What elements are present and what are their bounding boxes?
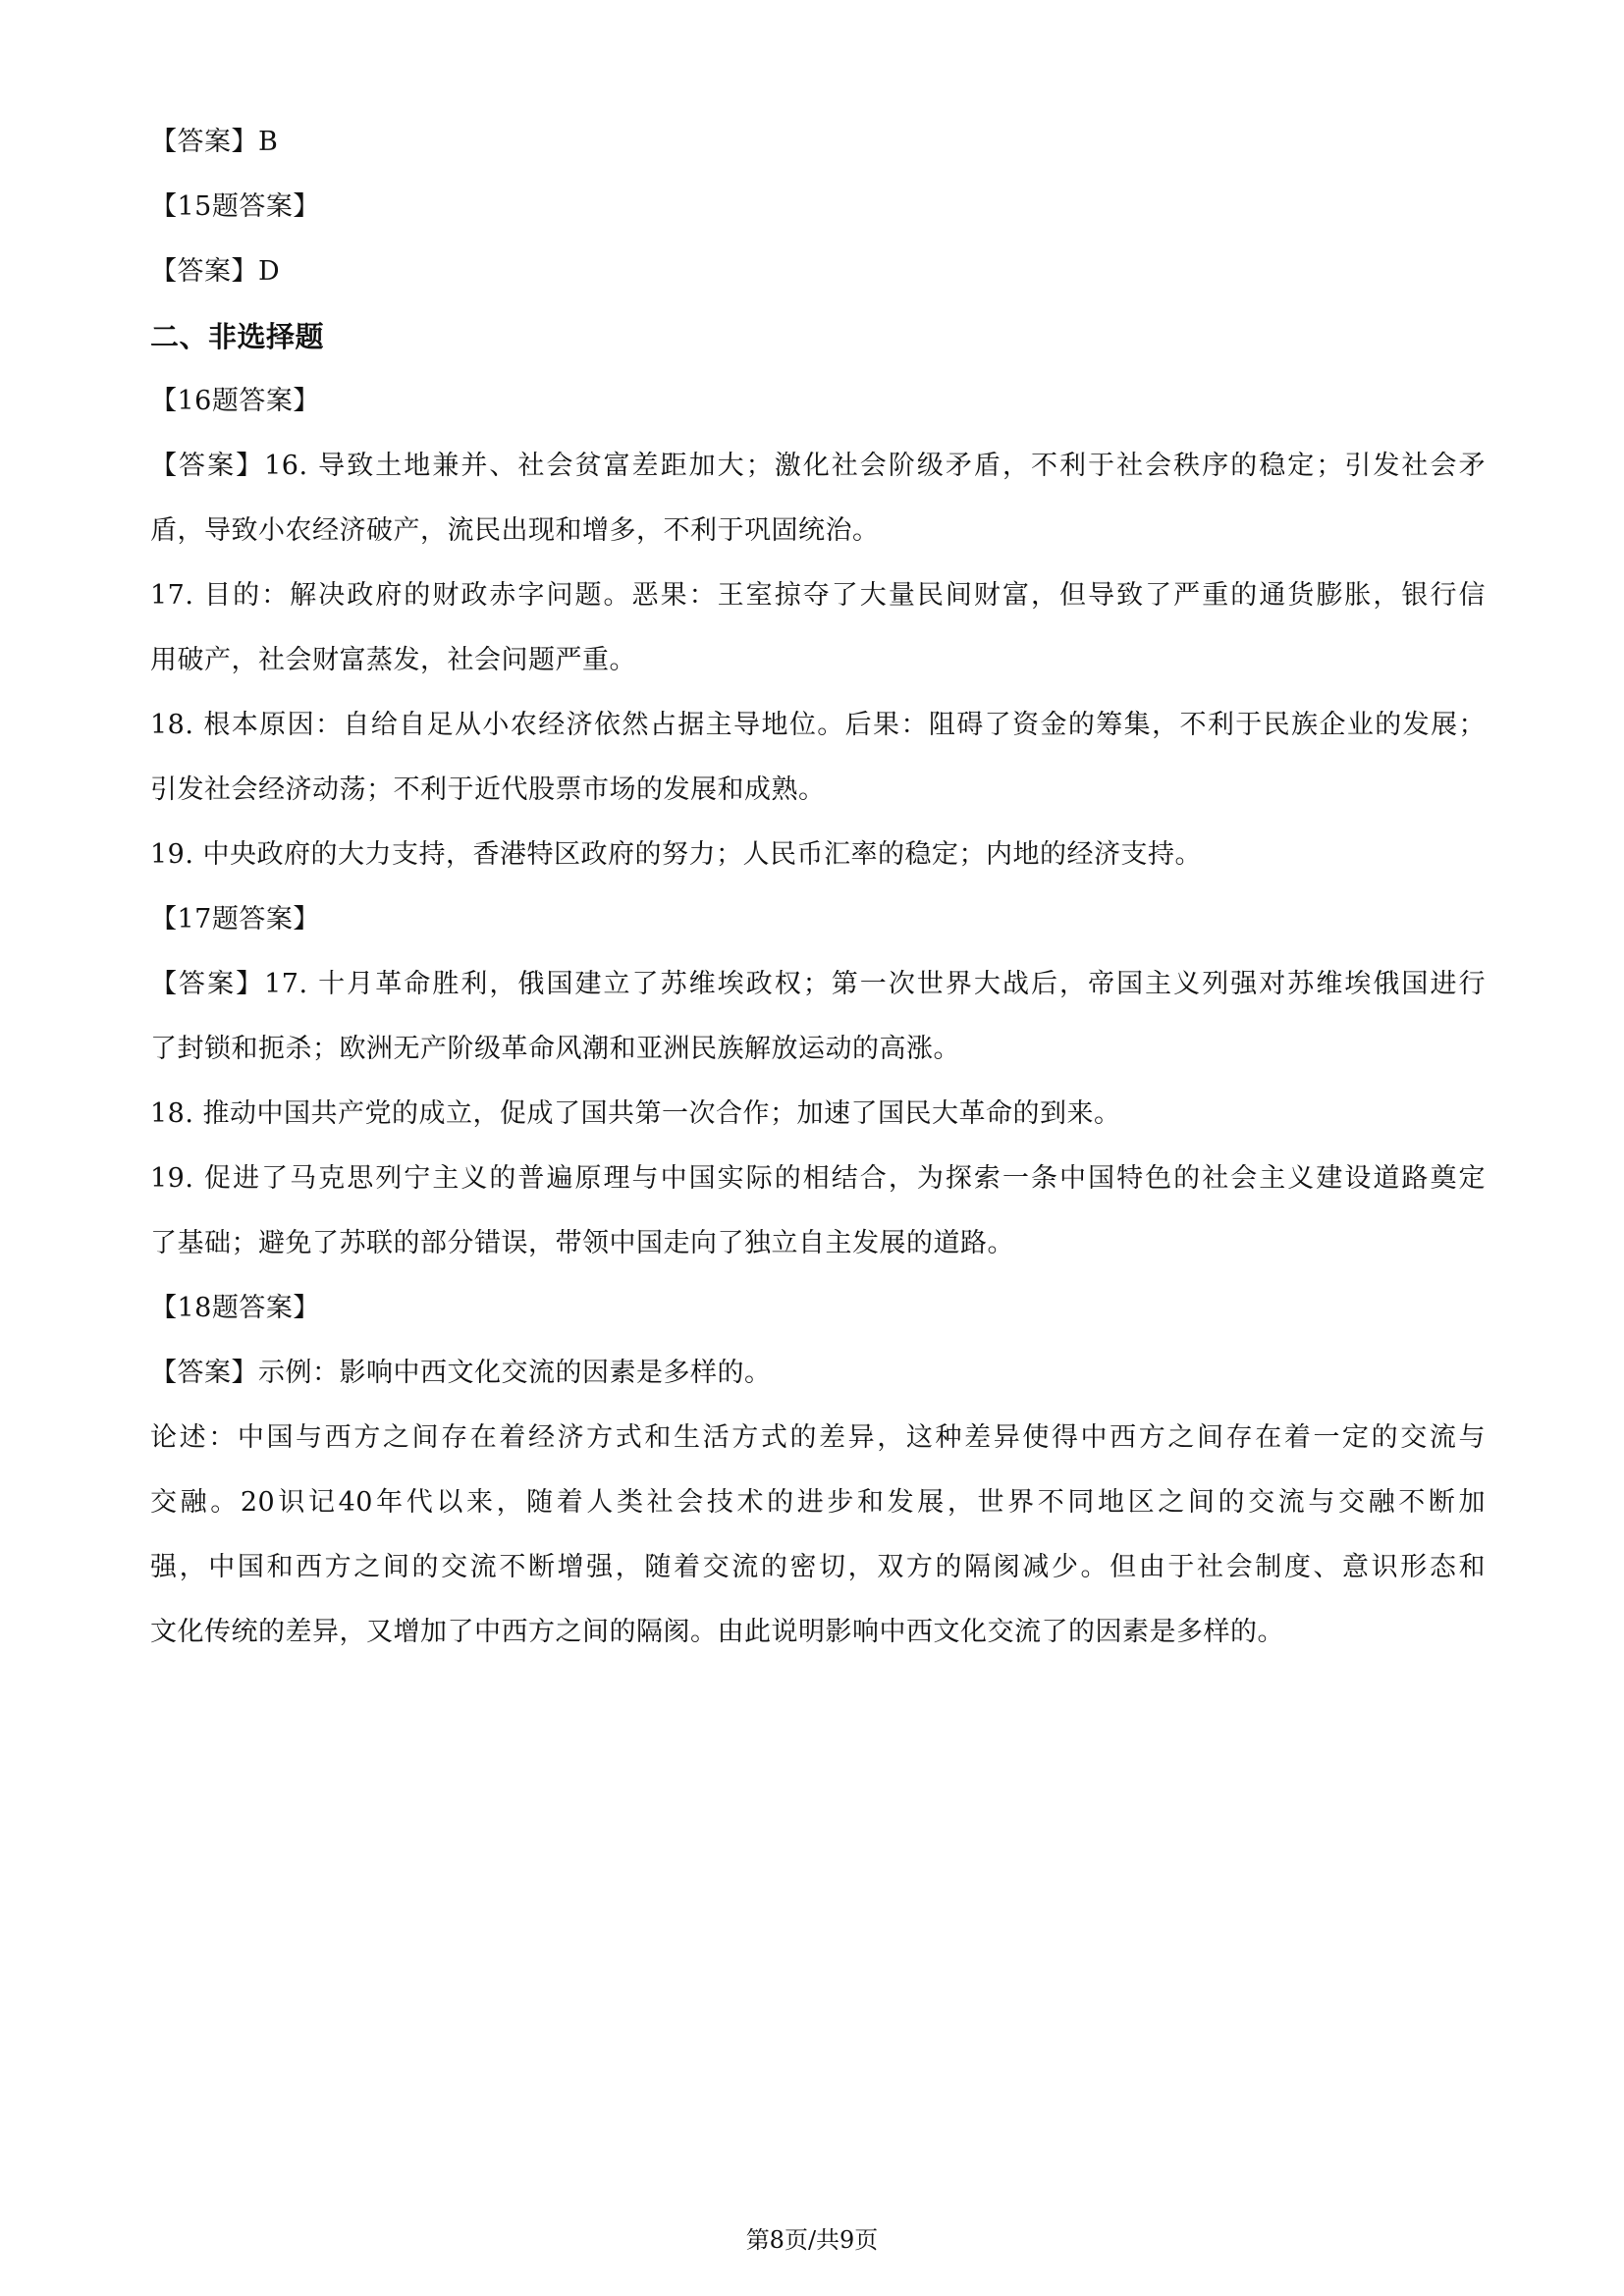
q16-answer-line-2: 盾，导致小农经济破产，流民出现和增多，不利于巩固统治。 (150, 515, 880, 546)
q18-answer-line-1: 【答案】示例：影响中西文化交流的因素是多样的。 (150, 1358, 772, 1388)
answer-14: 【答案】B (150, 127, 279, 157)
q17-answer-line-1: 【答案】17. 十月革命胜利，俄国建立了苏维埃政权；第一次世界大战后，帝国主义列强对苏维埃俄国进行 (150, 969, 1486, 999)
q17-answer-line-3: 18. 推动中国共产党的成立，促成了国共第一次合作；加速了国民大革命的到来。 (150, 1098, 1121, 1129)
question-16-header: 【16题答案】 (150, 386, 320, 416)
section-heading-non-choice: 二、非选择题 (150, 320, 325, 353)
q16-answer-line-6: 引发社会经济动荡；不利于近代股票市场的发展和成熟。 (150, 774, 826, 805)
q17-answer-line-2: 了封锁和扼杀；欧洲无产阶级革命风潮和亚洲民族解放运动的高涨。 (150, 1034, 960, 1064)
q16-answer-line-7: 19. 中央政府的大力支持，香港特区政府的努力；人民币汇率的稳定；内地的经济支持。 (150, 839, 1203, 870)
q18-answer-line-4: 强，中国和西方之间的交流不断增强，随着交流的密切，双方的隔阂减少。但由于社会制度、意识形态和 (150, 1552, 1486, 1582)
q18-answer-line-5: 文化传统的差异，又增加了中西方之间的隔阂。由此说明影响中西文化交流了的因素是多样的。 (150, 1617, 1284, 1647)
q16-answer-line-4: 用破产，社会财富蒸发，社会问题严重。 (150, 645, 636, 675)
q17-answer-line-4: 19. 促进了马克思列宁主义的普遍原理与中国实际的相结合，为探索一条中国特色的社会主义建设道路奠定 (150, 1163, 1486, 1194)
q17-answer-line-5: 了基础；避免了苏联的部分错误，带领中国走向了独立自主发展的道路。 (150, 1228, 1014, 1258)
q18-answer-line-3: 交融。20识记40年代以来，随着人类社会技术的进步和发展，世界不同地区之间的交流与交融不断加 (150, 1487, 1486, 1518)
q18-answer-line-2: 论述：中国与西方之间存在着经济方式和生活方式的差异，这种差异使得中西方之间存在着一定的交流与 (150, 1422, 1486, 1453)
question-18-header: 【18题答案】 (150, 1293, 320, 1323)
answer-15: 【答案】D (150, 256, 281, 287)
q16-answer-line-3: 17. 目的：解决政府的财政赤字问题。恶果：王室掠夺了大量民间财富，但导致了严重的通货膨胀，银行信 (150, 580, 1486, 611)
question-17-header: 【17题答案】 (150, 904, 320, 934)
question-15-header: 【15题答案】 (150, 191, 320, 222)
page-number-footer: 第8页/共9页 (745, 2226, 879, 2254)
q16-answer-line-1: 【答案】16. 导致土地兼并、社会贫富差距加大；激化社会阶级矛盾，不利于社会秩序的稳定；引发社会矛 (150, 451, 1486, 481)
q16-answer-line-5: 18. 根本原因：自给自足从小农经济依然占据主导地位。后果：阻碍了资金的筹集，不利于民族企业的发展； (150, 710, 1486, 740)
